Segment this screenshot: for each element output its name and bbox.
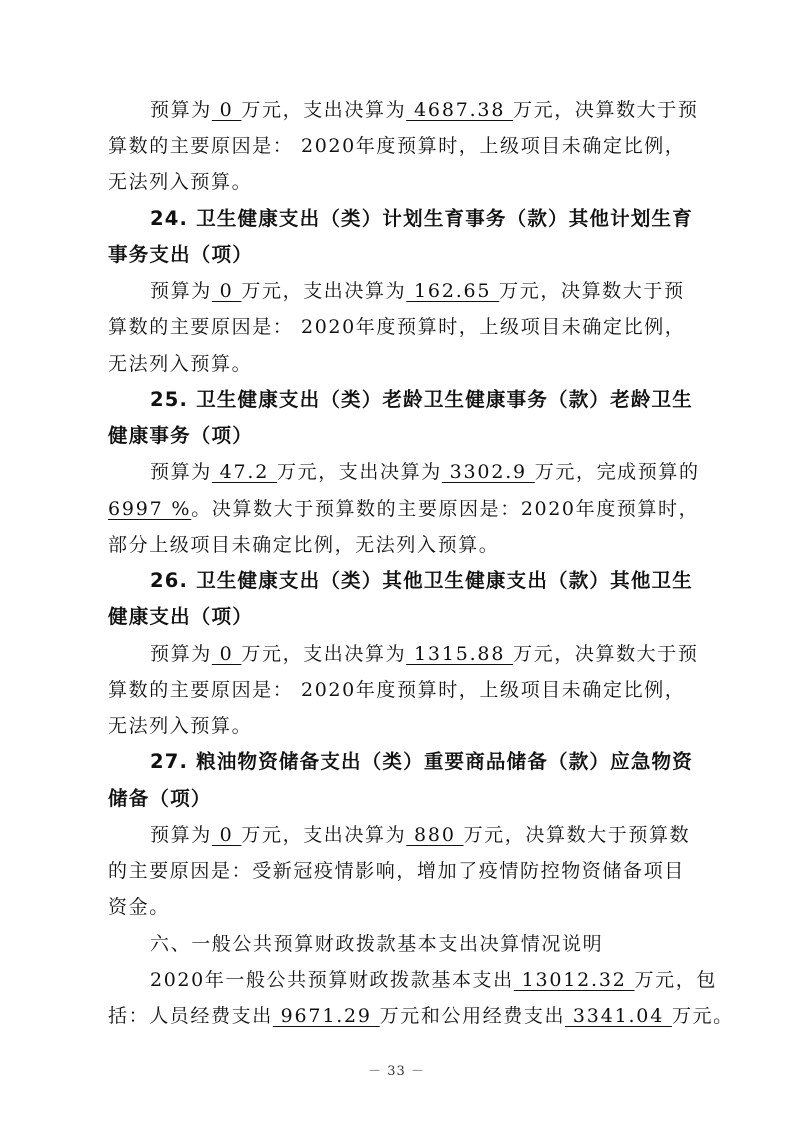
text-run: 万元，支出决算为 xyxy=(241,642,407,665)
text-run: 万元。 xyxy=(671,1005,734,1027)
paragraph-line xyxy=(150,458,700,486)
value-underlined: 3302.9 xyxy=(441,461,535,484)
item-heading: 26. 卫生健康支出（类）其他卫生健康支出（款）其他卫生 xyxy=(150,569,693,593)
page-number: － 33 － xyxy=(368,1064,425,1079)
paragraph-line xyxy=(150,96,698,124)
text-run: 万元，决算数大于预 xyxy=(513,99,699,121)
text-run: 万元，决算数大于预算数 xyxy=(463,823,691,846)
text-run: 万元，支出决算为 xyxy=(277,461,442,484)
text-run: 括：人员经费支出 xyxy=(108,1005,273,1027)
item-heading: 健康支出（项） xyxy=(108,605,253,629)
value-underlined: 0 xyxy=(211,280,242,303)
item-heading: 健康事务（项） xyxy=(108,424,253,448)
value-underlined: 6997 % xyxy=(108,497,192,520)
text-run: 预算为 xyxy=(150,99,212,121)
value-underlined: 9671.29 xyxy=(272,1005,380,1027)
value-underlined: 13012.32 xyxy=(513,968,635,991)
text-run: 。决算数大于预算数的主要原因是：2020年度预算时， xyxy=(191,497,700,520)
value-underlined: 4687.38 xyxy=(406,99,514,121)
paragraph-line: 无法列入预算。 xyxy=(108,352,253,375)
paragraph-line xyxy=(150,640,698,668)
item-heading: 24. 卫生健康支出（类）计划生育事务（款）其他计划生育 xyxy=(150,206,693,230)
paragraph-line: 算数的主要原因是： 2020年度预算时，上级项目未确定比例， xyxy=(108,135,686,158)
value-underlined: 0 xyxy=(211,823,242,846)
paragraph-line: 无法列入预算。 xyxy=(108,715,253,738)
value-underlined: 1315.88 xyxy=(406,642,514,665)
paragraph-line xyxy=(150,821,690,849)
text-run: 万元，支出决算为 xyxy=(241,823,407,846)
text-run: 万元，支出决算为 xyxy=(241,99,407,121)
text-run: 2020年一般公共预算财政拨款基本支出 xyxy=(150,968,514,991)
value-underlined: 162.65 xyxy=(406,280,500,303)
paragraph-line xyxy=(108,1002,734,1030)
value-underlined: 0 xyxy=(211,99,242,121)
section-heading: 六、一般公共预算财政拨款基本支出决算情况说明 xyxy=(150,932,604,955)
paragraph-line: 部分上级项目未确定比例，无法列入预算。 xyxy=(108,533,500,556)
value-underlined: 0 xyxy=(211,642,242,665)
item-heading: 27. 粮油物资储备支出（类）重要商品储备（款）应急物资 xyxy=(150,750,693,774)
value-underlined: 3341.04 xyxy=(565,1005,672,1027)
paragraph-line: 资金。 xyxy=(108,896,170,919)
value-underlined: 880 xyxy=(406,823,464,846)
text-run: 万元，决算数大于预 xyxy=(499,280,685,303)
paragraph-line xyxy=(150,966,717,994)
paragraph-line: 算数的主要原因是： 2020年度预算时，上级项目未确定比例， xyxy=(108,316,686,339)
item-heading: 储备（项） xyxy=(108,786,212,810)
paragraph-line xyxy=(150,277,685,305)
text-run: 预算为 xyxy=(150,461,212,484)
paragraph-line: 算数的主要原因是： 2020年度预算时，上级项目未确定比例， xyxy=(108,678,686,701)
text-run: 万元，完成预算的 xyxy=(534,461,700,484)
paragraph-line: 的主要原因是：受新冠疫情影响，增加了疫情防控物资储备项目 xyxy=(108,860,685,883)
value-underlined: 47.2 xyxy=(211,461,277,484)
item-heading: 事务支出（项） xyxy=(108,242,253,266)
paragraph-line: 无法列入预算。 xyxy=(108,171,253,194)
text-run: 万元和公用经费支出 xyxy=(379,1005,566,1027)
text-run: 万元，包 xyxy=(634,968,717,991)
text-run: 预算为 xyxy=(150,280,212,303)
text-run: 万元，支出决算为 xyxy=(241,280,407,303)
text-run: 预算为 xyxy=(150,642,212,665)
item-heading: 25. 卫生健康支出（类）老龄卫生健康事务（款）老龄卫生 xyxy=(150,387,693,411)
text-run: 预算为 xyxy=(150,823,212,846)
text-run: 万元，决算数大于预 xyxy=(513,642,699,665)
paragraph-line xyxy=(108,495,699,523)
